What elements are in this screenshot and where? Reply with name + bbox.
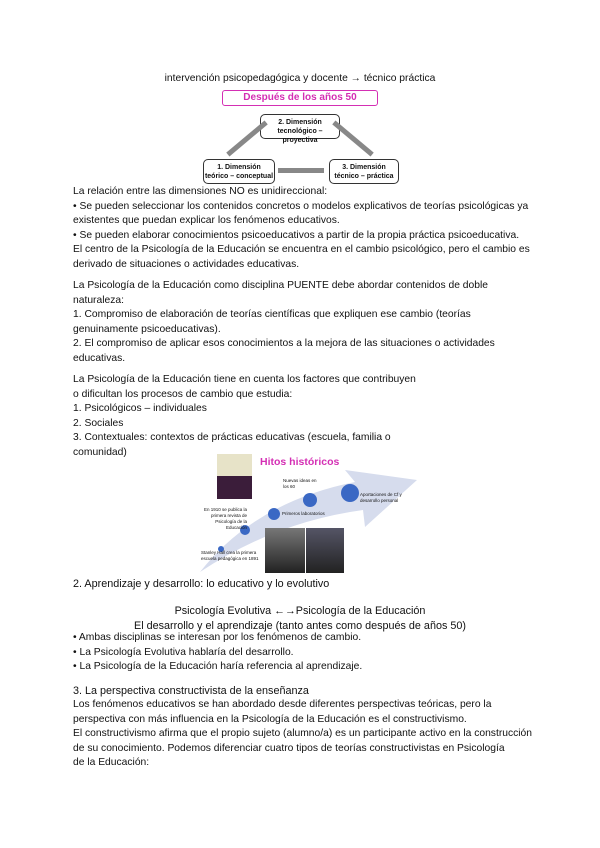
text-line: perspectiva con más influencia en la Psicología de la Educación es el constructivismo. [73, 713, 467, 725]
box-line: técnico – práctica [334, 173, 394, 180]
text-line: naturaleza: [73, 294, 124, 306]
text-line: • Se pueden seleccionar los contenidos concretos o modelos explicativos de teorías psicológicas ya [73, 200, 529, 212]
list-item: • La Psicología de la Educación haría referencia al aprendizaje. [73, 661, 363, 673]
list-item: • Ambas disciplinas se interesan por los fenómenos de cambio. [73, 632, 362, 643]
building-photo [306, 528, 344, 573]
text-line: La Psicología de la Educación tiene en cuenta los factores que contribuyen [73, 374, 416, 385]
timeline-title: Hitos históricos [260, 456, 340, 468]
dimension-box-2 [260, 114, 340, 144]
text-line: El centro de la Psicología de la Educación se encuentra en el cambio psicológico, pero el cambio es [73, 244, 530, 256]
timeline-label: Stanley Hall crea la primera escuela pedagógica en 1891 [201, 550, 259, 561]
box-line: tecnológico – proyectiva [277, 128, 323, 144]
section-2-heading: 2. Aprendizaje y desarrollo: lo educativo y lo evolutivo [73, 578, 330, 590]
text-line: Psicología Evolutiva ←→Psicología de la Educación [174, 605, 426, 617]
text-line: o dificultan los procesos de cambio que estudia: [73, 388, 293, 400]
text-line: educativas. [73, 352, 126, 364]
book-cover-image [217, 454, 252, 499]
diagram-title: Después de los años 50 [222, 90, 378, 106]
paragraph-dimensions [73, 185, 533, 273]
text-line: 3. Contextuales: contextos de prácticas educativas (escuela, familia o [73, 432, 391, 444]
text-line: 2. Sociales [73, 417, 124, 429]
text-line: El desarrollo y el aprendizaje (tanto antes como después de años 50) [134, 619, 466, 632]
section-3-heading: 3. La perspectiva constructivista de la enseñanza [73, 685, 309, 697]
text-line: genuinamente psicoeducativas). [73, 323, 221, 335]
section-3-paragraph [73, 698, 533, 771]
paragraph-factors [73, 373, 533, 461]
text-line: La relación entre las dimensiones NO es unidireccional: [73, 186, 328, 197]
timeline-label: En 1910 se publica la primera revista de Psicología de la Educación [203, 507, 247, 530]
text-line: de su conocimiento. Podemos diferenciar cuatro tipos de teorías constructivistas en Psicología [73, 742, 505, 754]
text-line: La Psicología de la Educación como disciplina PUENTE debe abordar contenidos de doble [73, 280, 488, 291]
text-line: 1. Compromiso de elaboración de teorías científicas que expliquen ese cambio (teorías [73, 309, 471, 321]
box-line: 1. Dimensión [217, 164, 261, 171]
heading: intervención psicopedagógica y docente → técnico práctica [164, 73, 436, 84]
portrait-photo [265, 528, 305, 573]
text-line: • Se pueden elaborar conocimientos psicoeducativos a partir de la propia práctica psicoeducativa. [73, 229, 520, 241]
text-line: comunidad) [73, 446, 127, 458]
dimension-box-3 [329, 159, 399, 184]
timeline-label: Nuevas ideas en los 60 [283, 478, 317, 489]
text-line: derivado de situaciones o actividades educativas. [73, 258, 300, 270]
text-line: 2. El compromiso de aplicar esos conocimientos a la mejora de las situaciones o actividades [73, 338, 495, 350]
list-item: • La Psicología Evolutiva hablaría del desarrollo. [73, 646, 294, 658]
text-line: 1. Psicológicos – individuales [73, 403, 207, 415]
box-line: 3. Dimensión [342, 164, 386, 171]
bidirectional-arrow-icon [278, 168, 324, 173]
timeline-image [195, 452, 425, 574]
dimension-box-1 [203, 159, 275, 184]
timeline-label: Primeros laboratorios [282, 511, 325, 516]
paragraph-puente [73, 279, 533, 367]
box-line: teórico – conceptual [204, 173, 274, 180]
timeline-label: Aportaciones de Cf y desarrollo personal [360, 492, 402, 503]
section-2-list [73, 631, 533, 675]
text-line: existentes que puedan explicar los fenómenos educativos. [73, 215, 340, 227]
section-2-center-text [0, 604, 600, 633]
box-line: 2. Dimensión [278, 119, 322, 126]
text-line: El constructivismo afirma que el propio sujeto (alumno/a) es un participante activo en la construcción [73, 728, 533, 740]
text-line: de la Educación: [73, 757, 150, 769]
text-line: Los fenómenos educativos se han abordado desde diferentes perspectivas teóricas, pero la [73, 699, 492, 710]
